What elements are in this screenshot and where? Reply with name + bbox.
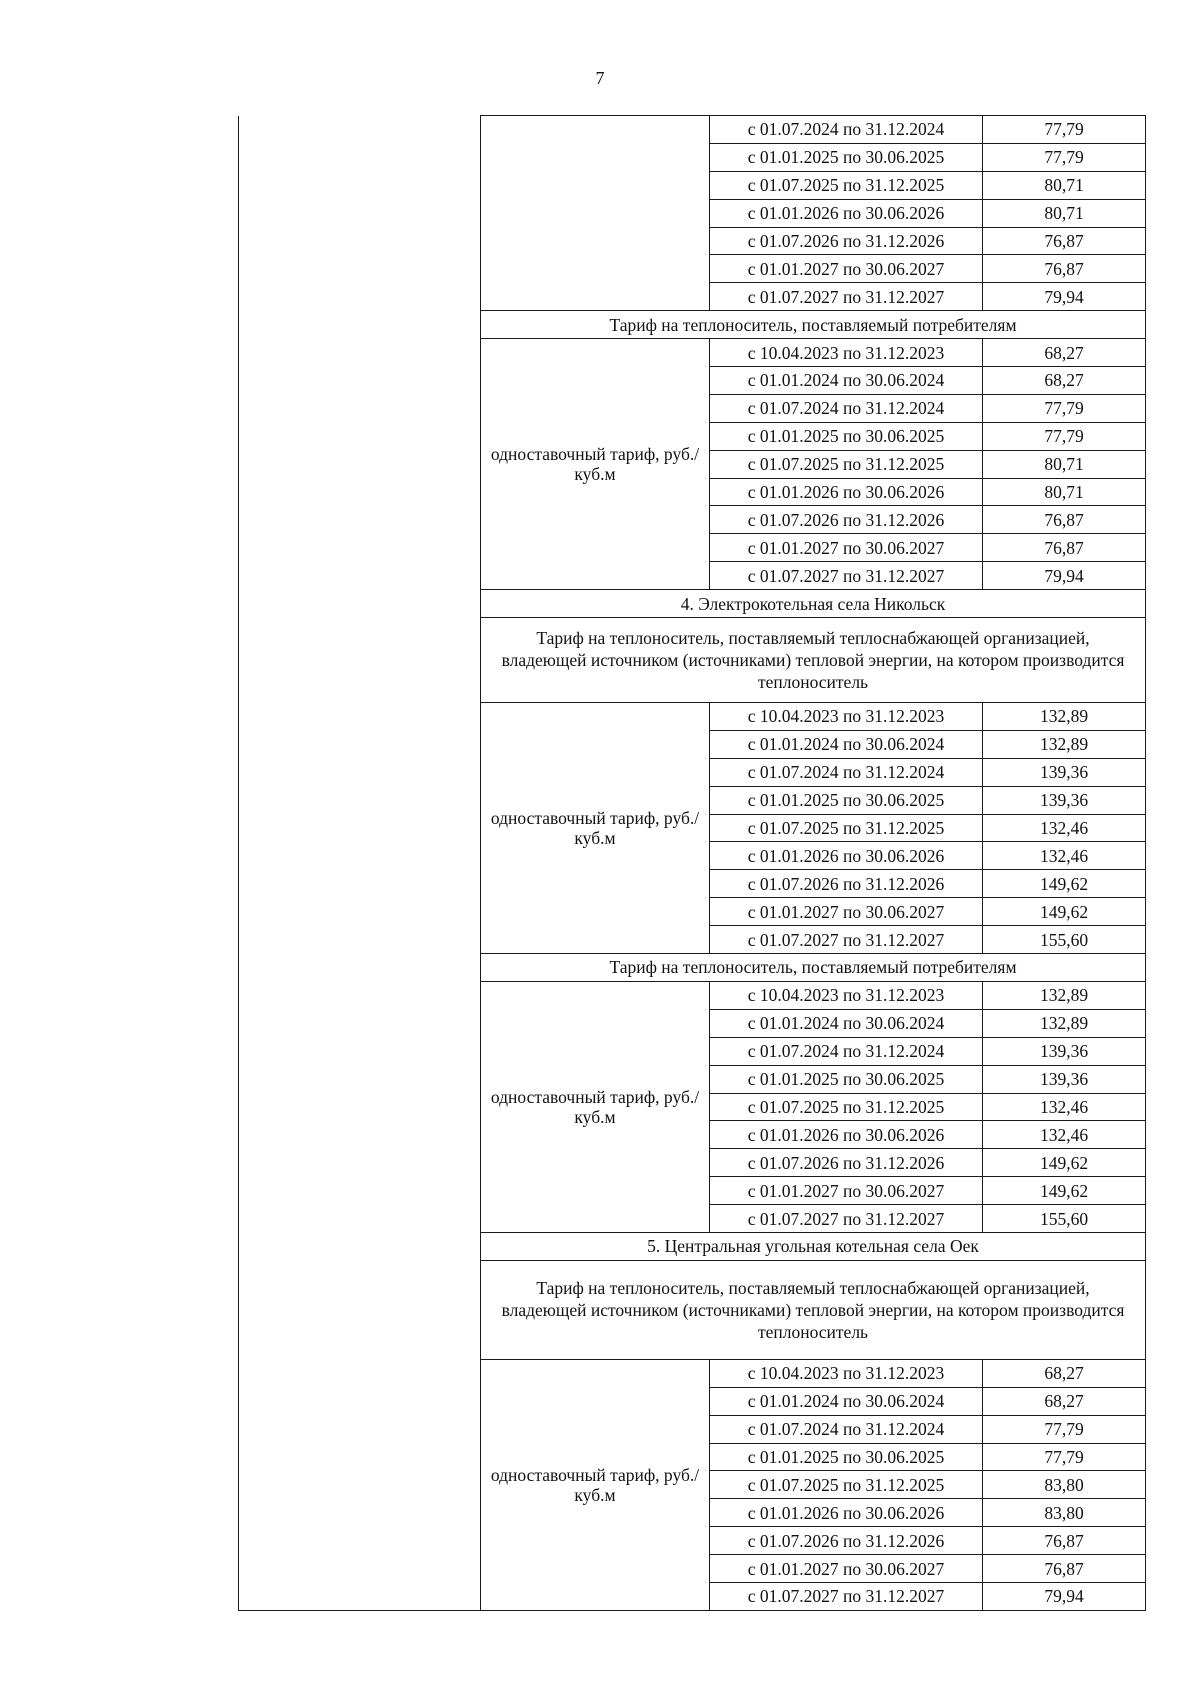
period-cell: с 01.01.2026 по 30.06.2026	[710, 199, 983, 227]
tariff-value-cell: 132,89	[983, 981, 1146, 1009]
tariff-value-cell: 76,87	[983, 534, 1146, 562]
section-5-supplier-heading: Тариф на теплоноситель, поставляемый теплоснабжающей организацией, владеющей источником (источниками) тепловой энергии, на котором производится теплоноситель	[481, 1260, 1146, 1359]
section-4-consumer-heading: Тариф на теплоноситель, поставляемый потребителям	[481, 954, 1146, 982]
period-cell: с 01.01.2027 по 30.06.2027	[710, 898, 983, 926]
consumers-3-tariff-type: одноставочный тариф, руб./куб.м	[481, 339, 710, 590]
tariff-value-cell: 80,71	[983, 478, 1146, 506]
tariff-value-cell: 68,27	[983, 1359, 1146, 1387]
period-cell: с 01.07.2024 по 31.12.2024	[710, 758, 983, 786]
period-cell: с 01.07.2025 по 31.12.2025	[710, 450, 983, 478]
period-cell: с 01.07.2024 по 31.12.2024	[710, 1415, 983, 1443]
tariff-value-cell: 77,79	[983, 394, 1146, 422]
tariff-table	[238, 115, 1146, 1611]
period-cell: с 01.07.2027 по 31.12.2027	[710, 562, 983, 590]
period-cell: с 01.01.2025 по 30.06.2025	[710, 422, 983, 450]
period-cell: с 01.07.2025 по 31.12.2025	[710, 1471, 983, 1499]
tariff-value-cell: 132,46	[983, 814, 1146, 842]
section-4-supplier-heading: Тариф на теплоноситель, поставляемый теплоснабжающей организацией, владеющей источником (источниками) тепловой энергии, на котором производится теплоноситель	[481, 618, 1146, 703]
period-cell: с 10.04.2023 по 31.12.2023	[710, 981, 983, 1009]
tariff-value-cell: 77,79	[983, 143, 1146, 171]
period-cell: с 01.01.2024 по 30.06.2024	[710, 367, 983, 395]
period-cell: с 01.07.2024 по 31.12.2024	[710, 116, 983, 144]
period-cell: с 01.01.2027 по 30.06.2027	[710, 1177, 983, 1205]
continued-tariff-type	[481, 116, 710, 311]
period-cell: с 10.04.2023 по 31.12.2023	[710, 1359, 983, 1387]
tariff-value-cell: 132,46	[983, 1121, 1146, 1149]
period-cell: с 01.07.2026 по 31.12.2026	[710, 1527, 983, 1555]
tariff-value-cell: 149,62	[983, 870, 1146, 898]
tariff-value-cell: 80,71	[983, 171, 1146, 199]
tariff-value-cell: 149,62	[983, 1177, 1146, 1205]
organization-column	[239, 116, 481, 1611]
period-cell: с 01.07.2025 по 31.12.2025	[710, 171, 983, 199]
tariff-value-cell: 132,89	[983, 1009, 1146, 1037]
tariff-value-cell: 83,80	[983, 1499, 1146, 1527]
period-cell: с 01.07.2026 по 31.12.2026	[710, 870, 983, 898]
tariff-value-cell: 68,27	[983, 339, 1146, 367]
period-cell: с 01.07.2027 по 31.12.2027	[710, 926, 983, 954]
tariff-value-cell: 149,62	[983, 1149, 1146, 1177]
period-cell: с 01.07.2026 по 31.12.2026	[710, 506, 983, 534]
period-cell: с 01.01.2026 по 30.06.2026	[710, 1121, 983, 1149]
period-cell: с 01.01.2027 по 30.06.2027	[710, 534, 983, 562]
tariff-value-cell: 139,36	[983, 786, 1146, 814]
period-cell: с 10.04.2023 по 31.12.2023	[710, 339, 983, 367]
tariff-value-cell: 139,36	[983, 1037, 1146, 1065]
supplier-4-tariff-type: одноставочный тариф, руб./куб.м	[481, 703, 710, 954]
tariff-value-cell: 79,94	[983, 562, 1146, 590]
period-cell: с 01.01.2025 по 30.06.2025	[710, 786, 983, 814]
tariff-value-cell: 68,27	[983, 1387, 1146, 1415]
tariff-value-cell: 149,62	[983, 898, 1146, 926]
period-cell: с 01.07.2027 по 31.12.2027	[710, 283, 983, 311]
section-4-title: 4. Электрокотельная села Никольск	[481, 590, 1146, 618]
period-cell: с 01.01.2027 по 30.06.2027	[710, 1555, 983, 1583]
tariff-value-cell: 155,60	[983, 1205, 1146, 1233]
tariff-value-cell: 79,94	[983, 283, 1146, 311]
period-cell: с 01.01.2025 по 30.06.2025	[710, 1443, 983, 1471]
tariff-value-cell: 77,79	[983, 422, 1146, 450]
period-cell: с 01.01.2027 по 30.06.2027	[710, 255, 983, 283]
tariff-value-cell: 132,89	[983, 730, 1146, 758]
period-cell: с 01.07.2026 по 31.12.2026	[710, 227, 983, 255]
tariff-value-cell: 76,87	[983, 255, 1146, 283]
tariff-value-cell: 77,79	[983, 1443, 1146, 1471]
tariff-value-cell: 68,27	[983, 367, 1146, 395]
tariff-value-cell: 132,46	[983, 842, 1146, 870]
period-cell: с 10.04.2023 по 31.12.2023	[710, 703, 983, 731]
tariff-value-cell: 139,36	[983, 758, 1146, 786]
tariff-value-cell: 76,87	[983, 227, 1146, 255]
period-cell: с 01.01.2024 по 30.06.2024	[710, 1387, 983, 1415]
period-cell: с 01.07.2027 по 31.12.2027	[710, 1582, 983, 1610]
tariff-value-cell: 139,36	[983, 1065, 1146, 1093]
tariff-value-cell: 155,60	[983, 926, 1146, 954]
period-cell: с 01.01.2025 по 30.06.2025	[710, 1065, 983, 1093]
period-cell: с 01.01.2024 по 30.06.2024	[710, 1009, 983, 1037]
supplier-5-tariff-type: одноставочный тариф, руб./куб.м	[481, 1359, 710, 1610]
period-cell: с 01.07.2025 по 31.12.2025	[710, 814, 983, 842]
tariff-value-cell: 79,94	[983, 1582, 1146, 1610]
tariff-value-cell: 83,80	[983, 1471, 1146, 1499]
tariff-value-cell: 132,89	[983, 703, 1146, 731]
tariff-table-body	[239, 116, 1146, 1611]
tariff-value-cell: 77,79	[983, 1415, 1146, 1443]
tariff-value-cell: 76,87	[983, 1527, 1146, 1555]
period-cell: с 01.07.2024 по 31.12.2024	[710, 1037, 983, 1065]
page-number: 7	[595, 68, 605, 88]
period-cell: с 01.01.2025 по 30.06.2025	[710, 143, 983, 171]
period-cell: с 01.07.2024 по 31.12.2024	[710, 394, 983, 422]
period-cell: с 01.01.2026 по 30.06.2026	[710, 842, 983, 870]
tariff-value-cell: 76,87	[983, 1555, 1146, 1583]
period-cell: с 01.07.2026 по 31.12.2026	[710, 1149, 983, 1177]
tariff-value-cell: 80,71	[983, 199, 1146, 227]
period-cell: с 01.07.2027 по 31.12.2027	[710, 1205, 983, 1233]
tariff-value-cell: 132,46	[983, 1093, 1146, 1121]
period-cell: с 01.01.2026 по 30.06.2026	[710, 1499, 983, 1527]
tariff-value-cell: 76,87	[983, 506, 1146, 534]
consumers-heading: Тариф на теплоноситель, поставляемый потребителям	[481, 311, 1146, 339]
period-cell: с 01.07.2025 по 31.12.2025	[710, 1093, 983, 1121]
period-cell: с 01.01.2026 по 30.06.2026	[710, 478, 983, 506]
period-cell: с 01.01.2024 по 30.06.2024	[710, 730, 983, 758]
consumers-4-tariff-type: одноставочный тариф, руб./куб.м	[481, 981, 710, 1232]
tariff-value-cell: 77,79	[983, 116, 1146, 144]
continued-row	[239, 116, 1146, 144]
tariff-value-cell: 80,71	[983, 450, 1146, 478]
section-5-title: 5. Центральная угольная котельная села Оек	[481, 1232, 1146, 1260]
